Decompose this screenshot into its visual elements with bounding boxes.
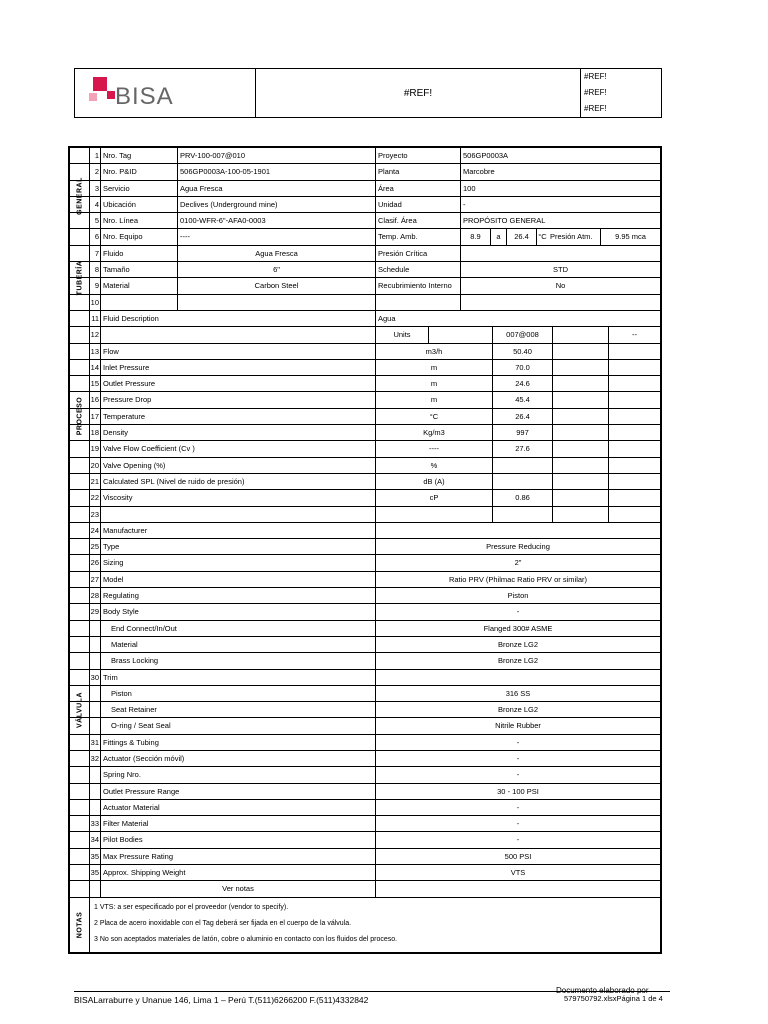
table-row [70,735,660,751]
table-row [70,164,660,180]
temp-min: 8.9 [460,229,490,244]
section-label: GENERAL [76,177,83,216]
field-value: 6" [177,262,375,277]
row-number: 6 [94,232,99,242]
blank-cell [552,392,608,407]
field-label: O-ring / Seat Seal [100,718,375,733]
field-value [460,246,660,261]
field-label [100,295,177,310]
value-cell: 70.0 [492,360,552,375]
table-row [70,670,660,686]
section-band [70,898,90,952]
table-row [70,229,660,245]
field-value: Ratio PRV (Philmac Ratio PRV or similar) [375,572,660,587]
section-label: NOTAS [76,911,83,939]
field-value [375,670,660,685]
row-number: 4 [94,199,99,209]
row-number: 26 [90,558,99,568]
table-row [70,849,660,865]
table-row [70,588,660,604]
blank-cell [552,344,608,359]
temp-separator: a [490,229,506,244]
field-label: Servicio [100,181,177,196]
blank-cell [552,409,608,424]
row-number: 2 [94,167,99,177]
field-value: 2" [375,555,660,570]
field-label: Presión Crítica [375,246,460,261]
table-row [70,653,660,669]
row-number: 35 [90,851,99,861]
unit-cell: % [375,458,492,473]
unit-cell [375,507,492,522]
field-label: Flow [100,344,375,359]
footer-page: 579750792.xlsxPágina 1 de 4 [564,994,663,1003]
field-label: Planta [375,164,460,179]
row-number: 9 [94,281,99,291]
extra-header: -- [608,327,660,342]
field-label: Approx. Shipping Weight [100,865,375,880]
footer-doc-by: Documento elaborado por [556,986,649,995]
footer-address: BISALarraburre y Unanue 146, Lima 1 – Perú T.(511)6266200 F.(511)4332842 [74,995,369,1005]
blank-cell [608,474,660,489]
row-number: 29 [90,607,99,617]
field-label [100,507,375,522]
blank-cell [552,474,608,489]
field-label: Nro. P&ID [100,164,177,179]
field-value: - [375,767,660,782]
row-number: 18 [90,428,99,438]
field-label: Actuator Material [100,800,375,815]
blank-cell [552,441,608,456]
field-value: 0100-WFR-6"-AFA0-0003 [177,213,375,228]
bisa-logo [89,77,219,109]
unit-cell: dB (A) [375,474,492,489]
row-number: 1 [94,151,99,160]
ref-2: #REF! [584,88,607,97]
field-value: Pressure Reducing [375,539,660,554]
table-row [70,507,660,523]
blank-cell [552,490,608,505]
field-label: Clasif. Área [375,213,460,228]
row-number: 31 [90,737,99,747]
table-row [70,295,660,311]
field-label: Nro. Línea [100,213,177,228]
table-row [70,344,660,360]
row-number [90,686,100,701]
field-label: Sizing [100,555,375,570]
field-value: - [375,816,660,831]
value-cell: 27.6 [492,441,552,456]
blank-cell [375,881,660,896]
field-label: Calculated SPL (Nivel de ruido de presión) [100,474,375,489]
field-label: End Connect/In/Out [100,621,375,636]
row-number [90,702,100,717]
row-number: 34 [90,835,99,845]
blank-cell [428,327,492,342]
blank-cell [608,376,660,391]
field-value: 100 [460,181,660,196]
row-number: 35 [90,868,99,878]
blank-cell [552,360,608,375]
row-number: 3 [94,183,99,193]
table-row [70,441,660,457]
row-number: 12 [90,330,99,340]
field-label [100,327,375,342]
field-value [177,295,375,310]
note-item: 1 VTS: a ser especificado por el proveedor (vendor to specify). [94,903,289,911]
field-label: Tamaño [100,262,177,277]
blank-cell [552,425,608,440]
pressure-label: Presión Atm. [550,232,593,242]
row-number: 17 [90,411,99,421]
row-number: 27 [90,574,99,584]
value-cell: 50.40 [492,344,552,359]
field-label: Ubicación [100,197,177,212]
table-row [70,213,660,229]
blank-cell [608,409,660,424]
blank-cell [608,441,660,456]
field-value: Nitrile Rubber [375,718,660,733]
field-value: Agua [375,311,660,326]
table-row [70,702,660,718]
table-row [70,490,660,506]
table-row [70,392,660,408]
table-row [70,197,660,213]
table-row [70,409,660,425]
field-label: Material [100,637,375,652]
field-label: Pilot Bodies [100,832,375,847]
ref-3: #REF! [584,104,607,113]
blank-cell [608,344,660,359]
row-number [90,784,100,799]
row-number: 28 [90,591,99,601]
table-row [70,751,660,767]
field-label: Manufacturer [100,523,375,538]
field-value: - [460,197,660,212]
field-value: PROPÓSITO GENERAL [460,213,660,228]
field-label: Piston [100,686,375,701]
row-number: 20 [90,460,99,470]
table-row [70,604,660,620]
row-number: 24 [90,525,99,535]
value-cell: 0.86 [492,490,552,505]
row-number: 5 [94,216,99,226]
value-cell [492,507,552,522]
logo-text: BISA [115,83,174,110]
blank-cell [608,425,660,440]
field-value: - [375,832,660,847]
field-label: Regulating [100,588,375,603]
row-number: 19 [90,444,99,454]
section-label: VÁLVULA [76,691,83,728]
table-row [70,816,660,832]
blank-cell [552,327,608,342]
field-label: Temperature [100,409,375,424]
field-value: Carbon Steel [177,278,375,293]
note-item: 3 No son aceptados materiales de latón, cobre o aluminio en contacto con los fluidos del proceso. [94,935,398,943]
field-value: Piston [375,588,660,603]
note-item: 2 Placa de acero inoxidable con el Tag deberá ser fijada en el cuerpo de la válvula. [94,919,352,927]
table-row [70,327,660,343]
unit-cell: °C [375,409,492,424]
field-value: Bronze LG2 [375,653,660,668]
field-label: Fluid Description [100,311,375,326]
field-label: Material [100,278,177,293]
field-label: Type [100,539,375,554]
field-value: No [460,278,660,293]
table-row [70,474,660,490]
blank-cell [608,458,660,473]
section-label: TUBERÍA [76,260,83,296]
tag-header: 007@008 [492,327,552,342]
ref-1: #REF! [584,72,607,81]
field-label: Unidad [375,197,460,212]
row-number: 8 [94,265,99,275]
row-number: 21 [90,476,99,486]
blank-cell [552,376,608,391]
field-label: Temp. Amb. [375,229,460,244]
blank-cell [608,392,660,407]
field-value: STD [460,262,660,277]
field-label: Actuator (Sección móvil) [100,751,375,766]
table-row [70,621,660,637]
document-header [74,68,662,118]
field-label: Valve Flow Coefficient (Cv ) [100,441,375,456]
row-number: 15 [90,379,99,389]
field-value: 30 - 100 PSI [375,784,660,799]
table-row [70,572,660,588]
section-band [70,311,90,523]
unit-cell: Kg/m3 [375,425,492,440]
field-value: Bronze LG2 [375,702,660,717]
notes-list [90,898,660,952]
section-label: PROCESO [76,397,83,436]
row-number: 33 [90,819,99,829]
row-number [90,800,100,815]
field-value: - [375,751,660,766]
table-row [70,311,660,327]
field-value: Flanged 300# ASME [375,621,660,636]
table-row [70,686,660,702]
field-label: Model [100,572,375,587]
table-row [70,360,660,376]
row-number: 11 [91,313,99,323]
table-row [70,800,660,816]
unit-cell: m [375,392,492,407]
field-value [375,523,660,538]
table-row [70,832,660,848]
field-value: Marcobre [460,164,660,179]
field-value: PRV-100-007@010 [177,148,375,163]
table-row [70,278,660,294]
row-number: 14 [90,362,99,372]
blank-cell [552,507,608,522]
temp-unit: °C [536,229,548,244]
unit-cell: m [375,360,492,375]
row-number: 30 [90,672,99,682]
value-cell: 26.4 [492,409,552,424]
field-label: Body Style [100,604,375,619]
row-number [90,718,100,733]
blank-cell [608,507,660,522]
field-value: 506GP0003A [460,148,660,163]
field-label: Outlet Pressure [100,376,375,391]
row-number: 10 [90,297,99,307]
field-label: Viscosity [100,490,375,505]
pressure-value: 9.95 mca [600,229,660,244]
value-cell [492,474,552,489]
field-value: 500 PSI [375,849,660,864]
table-row [70,784,660,800]
ref-center: #REF! [256,69,581,117]
unit-cell: cP [375,490,492,505]
table-row [70,246,660,262]
field-value: 316 SS [375,686,660,701]
field-label: Brass Locking [100,653,375,668]
ver-notas: Ver notas [100,881,375,896]
table-row [70,539,660,555]
field-label: Recubrimiento Interno [375,278,460,293]
section-band [70,523,90,898]
field-label: Área [375,181,460,196]
field-value: 506GP0003A-100-05-1901 [177,164,375,179]
field-label: Fittings & Tubing [100,735,375,750]
logo-cell [75,69,256,117]
ref-list [582,69,662,117]
field-label: Outlet Pressure Range [100,784,375,799]
table-row [70,181,660,197]
field-label: Trim [100,670,375,685]
row-number: 16 [90,395,99,405]
unit-cell: ---- [375,441,492,456]
table-row [70,555,660,571]
blank-cell [608,490,660,505]
value-cell: 997 [492,425,552,440]
field-label: Fluido [100,246,177,261]
value-cell: 24.6 [492,376,552,391]
row-number [90,653,100,668]
row-number [90,621,100,636]
row-number: 13 [90,346,99,356]
table-row [70,458,660,474]
row-number [90,637,100,652]
row-number: 32 [90,753,99,763]
field-label [375,295,460,310]
table-row [70,262,660,278]
field-label: Density [100,425,375,440]
unit-cell: m3/h [375,344,492,359]
field-value: Agua Fresca [177,246,375,261]
table-row [70,865,660,881]
row-number: 22 [90,493,99,503]
field-value [460,295,660,310]
row-number: 7 [94,248,99,258]
field-value: - [375,604,660,619]
field-value: ---- [177,229,375,244]
table-row [70,148,660,164]
field-label: Schedule [375,262,460,277]
row-number: 25 [90,542,99,552]
field-label: Filter Material [100,816,375,831]
field-label: Max Pressure Rating [100,849,375,864]
field-value: Declives (Underground mine) [177,197,375,212]
row-number [90,767,100,782]
table-row [70,425,660,441]
table-row [70,523,660,539]
section-band [70,246,90,311]
field-value: Bronze LG2 [375,637,660,652]
table-row [70,881,660,897]
field-label: Nro. Tag [100,148,177,163]
field-value: - [375,735,660,750]
field-label: Nro. Equipo [100,229,177,244]
field-value: Agua Fresca [177,181,375,196]
unit-cell: m [375,376,492,391]
table-row [70,637,660,653]
row-number: 23 [90,509,99,519]
field-label: Spring Nro. [100,767,375,782]
blank-cell [608,360,660,375]
table-row [70,767,660,783]
field-value: - [375,800,660,815]
field-value: VTS [375,865,660,880]
field-label: Valve Opening (%) [100,458,375,473]
value-cell [492,458,552,473]
field-label: Proyecto [375,148,460,163]
datasheet-table [68,146,662,954]
field-label: Inlet Pressure [100,360,375,375]
table-row [70,718,660,734]
table-row [70,376,660,392]
value-cell: 45.4 [492,392,552,407]
blank-cell [552,458,608,473]
field-label: Pressure Drop [100,392,375,407]
field-label: Seat Retainer [100,702,375,717]
temp-max: 26.4 [506,229,536,244]
units-header: Units [375,327,428,342]
section-band [70,148,90,246]
